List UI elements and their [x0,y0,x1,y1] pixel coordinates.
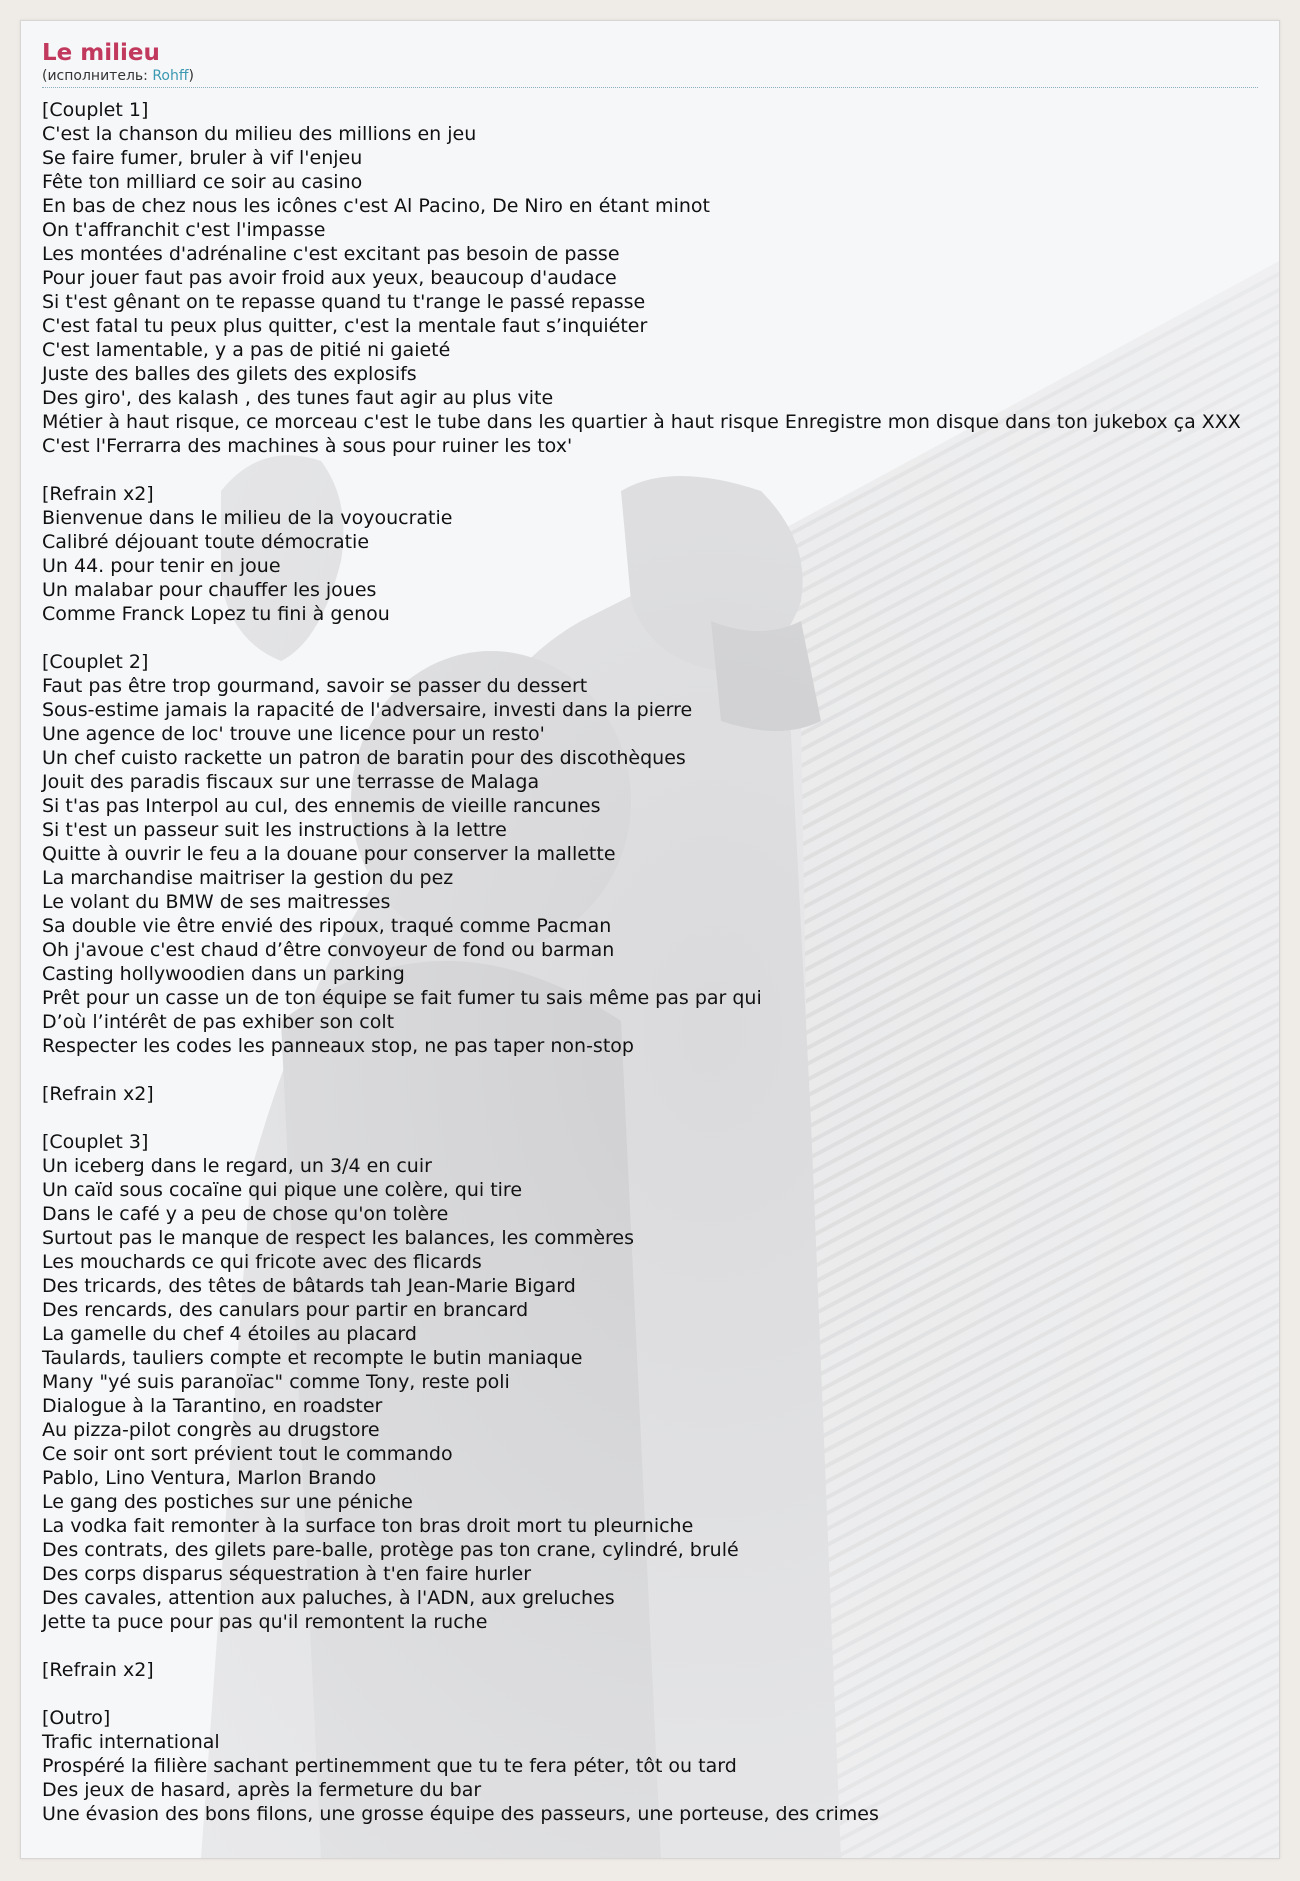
lyric-line [42,1106,1279,1130]
lyric-line: Juste des balles des gilets des explosifs [42,363,417,385]
lyric-line: [Refrain x2] [42,483,154,505]
lyric-line: Taulards, tauliers compte et recompte le butin maniaque [42,1347,583,1369]
song-title: Le milieu [42,40,160,66]
lyric-line: Des giro', des kalash , des tunes faut agir au plus vite [42,387,554,409]
lyric-line: Des contrats, des gilets pare-balle, protège pas ton crane, cylindré, brulé [42,1539,739,1561]
artist-prefix: (исполнитель: [42,68,153,84]
lyric-line [42,626,1279,650]
lyric-line: La vodka fait remonter à la surface ton bras droit mort tu pleurniche [42,1515,694,1537]
lyric-line: Si t'as pas Interpol au cul, des ennemis de vieille rancunes [42,795,601,817]
lyric-line: Dans le café y a peu de chose qu'on tolère [42,1203,449,1225]
lyric-line: Prospéré la filière sachant pertinemment que tu te fera péter, tôt ou tard [42,1755,737,1777]
lyrics-text [42,98,1279,1826]
lyric-line: Si t'est gênant on te repasse quand tu t'range le passé repasse [42,291,646,313]
lyric-line: Des cavales, attention aux paluches, à l'ADN, aux greluches [42,1587,615,1609]
lyric-line: Many "yé suis paranoïac" comme Tony, reste poli [42,1371,510,1393]
lyric-line: Le gang des postiches sur une péniche [42,1491,413,1513]
lyric-line: Ce soir ont sort prévient tout le commando [42,1443,453,1465]
lyric-line: Un iceberg dans le regard, un 3/4 en cuir [42,1155,432,1177]
lyric-line: Une agence de loc' trouve une licence pour un resto' [42,723,545,745]
lyric-line: [Couplet 2] [42,651,149,673]
lyric-line: On t'affranchit c'est l'impasse [42,219,326,241]
lyric-line: [Couplet 3] [42,1131,149,1153]
lyric-line: [Couplet 1] [42,99,149,121]
lyric-line [42,458,1279,482]
lyric-line: Un malabar pour chauffer les joues [42,579,377,601]
lyric-line: C'est la chanson du milieu des millions en jeu [42,123,477,145]
lyric-line: Métier à haut risque, ce morceau c'est le tube dans les quartier à haut risque Enregistre mon disque dans ton jukebox ça XXX [42,411,1241,433]
lyric-line: D’où l’intérêt de pas exhiber son colt [42,1011,395,1033]
artist-line [42,67,1258,88]
lyric-line: Bienvenue dans le milieu de la voyoucratie [42,507,453,529]
lyrics-page [20,20,1280,1859]
lyric-line: Des jeux de hasard, après la fermeture du bar [42,1779,482,1801]
lyric-line: Un 44. pour tenir en joue [42,555,281,577]
lyric-line: Comme Franck Lopez tu fini à genou [42,603,390,625]
lyric-line: C'est fatal tu peux plus quitter, c'est la mentale faut s’inquiéter [42,315,648,337]
lyric-line: Un caïd sous cocaïne qui pique une colère, qui tire [42,1179,523,1201]
lyric-line: Pablo, Lino Ventura, Marlon Brando [42,1467,377,1489]
lyric-line: La gamelle du chef 4 étoiles au placard [42,1323,417,1345]
lyric-line: Calibré déjouant toute démocratie [42,531,370,553]
lyric-line: Sous-estime jamais la rapacité de l'adversaire, investi dans la pierre [42,699,693,721]
lyric-line: Au pizza-pilot congrès au drugstore [42,1419,380,1441]
lyric-line: Jette ta puce pour pas qu'il remontent la ruche [42,1611,488,1633]
lyric-line: En bas de chez nous les icônes c'est Al Pacino, De Niro en étant minot [42,195,710,217]
lyric-line: Prêt pour un casse un de ton équipe se fait fumer tu sais même pas par qui [42,987,762,1009]
lyric-line: Un chef cuisto rackette un patron de baratin pour des discothèques [42,747,686,769]
song-content [21,21,1279,1826]
lyric-line [42,1682,1279,1706]
lyric-line [42,1634,1279,1658]
lyric-line: Quitte à ouvrir le feu a la douane pour conserver la mallette [42,843,616,865]
lyric-line: Sa double vie être envié des ripoux, traqué comme Pacman [42,915,612,937]
lyric-line: La marchandise maitriser la gestion du pez [42,867,454,889]
lyric-line: Fête ton milliard ce soir au casino [42,171,363,193]
lyric-line: Les montées d'adrénaline c'est excitant pas besoin de passe [42,243,620,265]
lyric-line: Dialogue à la Tarantino, en roadster [42,1395,383,1417]
lyric-line: C'est l'Ferrarra des machines à sous pour ruiner les tox' [42,435,573,457]
lyric-line: [Outro] [42,1707,111,1729]
lyric-line [42,1058,1279,1082]
lyric-line: Faut pas être trop gourmand, savoir se passer du dessert [42,675,588,697]
lyric-line: Jouit des paradis fiscaux sur une terrasse de Malaga [42,771,540,793]
artist-suffix: ) [188,68,194,84]
lyric-line: Respecter les codes les panneaux stop, ne pas taper non-stop [42,1035,634,1057]
lyric-line: Se faire fumer, bruler à vif l'enjeu [42,147,363,169]
lyric-line: C'est lamentable, y a pas de pitié ni gaieté [42,339,451,361]
lyric-line: [Refrain x2] [42,1659,154,1681]
lyric-line: Si t'est un passeur suit les instructions à la lettre [42,819,507,841]
artist-link[interactable]: Rohff [152,68,189,84]
lyric-line: Des tricards, des têtes de bâtards tah Jean-Marie Bigard [42,1275,576,1297]
lyric-line: Des rencards, des canulars pour partir en brancard [42,1299,529,1321]
lyric-line: Trafic international [42,1731,220,1753]
lyric-line: [Refrain x2] [42,1083,154,1105]
lyric-line: Des corps disparus séquestration à t'en faire hurler [42,1563,532,1585]
lyric-line: Oh j'avoue c'est chaud d’être convoyeur de fond ou barman [42,939,615,961]
lyric-line: Le volant du BMW de ses maitresses [42,891,391,913]
lyric-line: Les mouchards ce qui fricote avec des flicards [42,1251,482,1273]
lyric-line: Une évasion des bons filons, une grosse équipe des passeurs, une porteuse, des crimes [42,1803,879,1825]
lyric-line: Pour jouer faut pas avoir froid aux yeux, beaucoup d'audace [42,267,617,289]
lyric-line: Surtout pas le manque de respect les balances, les commères [42,1227,635,1249]
lyric-line: Casting hollywoodien dans un parking [42,963,405,985]
